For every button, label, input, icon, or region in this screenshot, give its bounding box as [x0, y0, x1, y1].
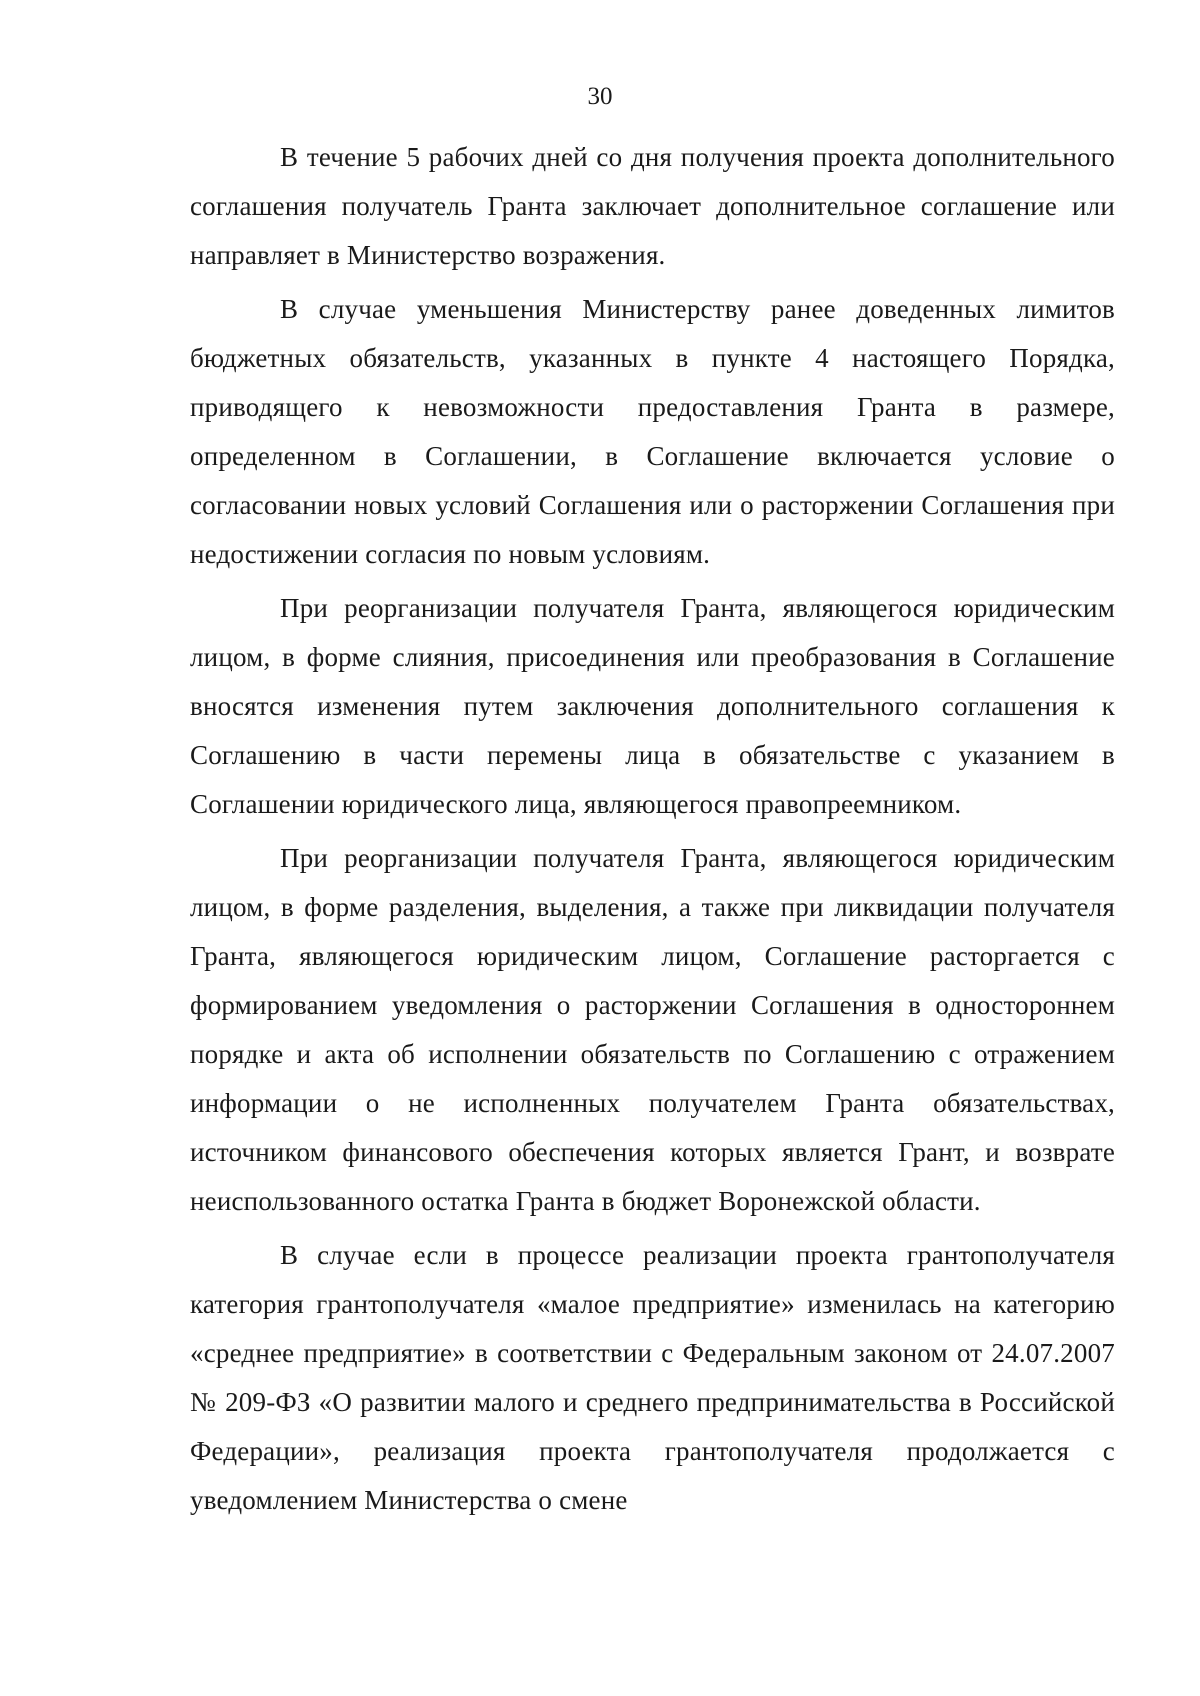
paragraph-budget-limits: В случае уменьшения Министерству ранее доведенных лимитов бюджетных обязательств, указанных в пункте 4 настоящего Порядка, приводящего к невозможности предоставления Гранта в размере, определенном в Соглашении, в Соглашение включается условие о согласовании новых условий Соглашения или о расторжении Соглашения при недостижении согласия по новым условиям.: [190, 294, 1115, 569]
paragraph-reorganization-merger: При реорганизации получателя Гранта, являющегося юридическим лицом, в форме слияния, присоединения или преобразования в Соглашение вносятся изменения путем заключения дополнительного соглашения к Соглашению в части перемены лица в обязательстве с указанием в Соглашении юридического лица, являющегося правопреемником.: [190, 593, 1115, 819]
paragraph-category-change: В случае если в процессе реализации проекта грантополучателя категория грантополучателя «малое предприятие» изменилась на категорию «среднее предприятие» в соответствии с Федеральным законом от 24.07.2007 № 209-ФЗ «О развитии малого и среднего предпринимательства в Российской Федерации», реализация проекта грантополучателя продолжается с уведомлением Министерства о смене: [190, 1240, 1115, 1515]
paragraph-reorganization-separation: При реорганизации получателя Гранта, являющегося юридическим лицом, в форме разделения, выделения, а также при ликвидации получателя Гранта, являющегося юридическим лицом, Соглашение расторгается с формированием уведомления о расторжении Соглашения в одностороннем порядке и акта об исполнении обязательств по Соглашению с отражением информации о не исполненных получателем Гранта обязательствах, источником финансового обеспечения которых является Грант, и возврате неиспользованного остатка Гранта в бюджет Воронежской области.: [190, 843, 1115, 1216]
document-body: [190, 133, 1115, 1530]
paragraph-agreement-deadline: В течение 5 рабочих дней со дня получения проекта дополнительного соглашения получатель Гранта заключает дополнительное соглашение или направляет в Министерство возражения.: [190, 142, 1115, 270]
page-number: 30: [587, 83, 613, 110]
